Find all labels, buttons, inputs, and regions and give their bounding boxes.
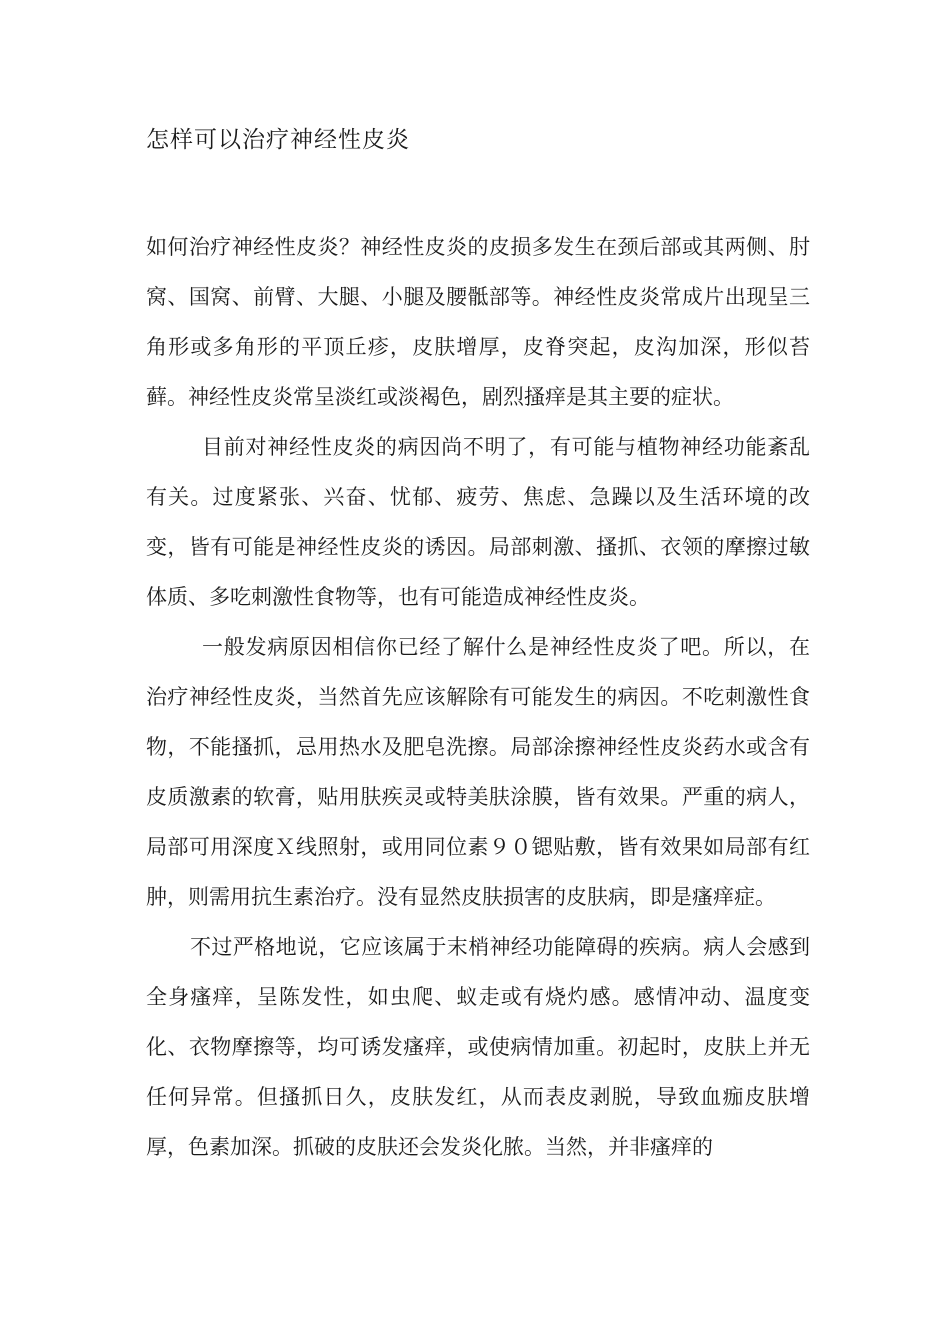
paragraph-3: 一般发病原因相信你已经了解什么是神经性皮炎了吧。所以，在治疗神经性皮炎，当然首先应该解除有可能发生的病因。不吃刺激性食物，不能搔抓，忌用热水及肥皂洗擦。局部涂擦神经性皮炎药水或含有皮质激素的软膏，贴用肤疾灵或特美肤涂膜，皆有效果。严重的病人，局部可用深度Ｘ线照射，或用同位素９０锶贴敷，皆有效果如局部有红肿，则需用抗生素治疗。没有显然皮肤损害的皮肤病，即是瘙痒症。 xyxy=(146,635,810,909)
document-title: 怎样可以治疗神经性皮炎 xyxy=(146,127,410,153)
document-body xyxy=(146,222,810,1172)
paragraph-1: 如何治疗神经性皮炎？神经性皮炎的皮损多发生在颈后部或其两侧、肘窝、国窝、前臂、大腿、小腿及腰骶部等。神经性皮炎常成片出现呈三角形或多角形的平顶丘疹，皮肤增厚，皮脊突起，皮沟加深，形似苔藓。神经性皮炎常呈淡红或淡褐色，剧烈搔痒是其主要的症状。 xyxy=(146,235,810,409)
paragraph-4: 不过严格地说，它应该属于末梢神经功能障碍的疾病。病人会感到全身瘙痒，呈陈发性，如虫爬、蚁走或有烧灼感。感情冲动、温度变化、衣物摩擦等，均可诱发瘙痒，或使病情加重。初起时，皮肤上并无任何异常。但搔抓日久，皮肤发红，从而表皮剥脱，导致血痂皮肤增厚，色素加深。抓破的皮肤还会发炎化脓。当然，并非瘙痒的 xyxy=(146,935,810,1159)
paragraph-2: 目前对神经性皮炎的病因尚不明了，有可能与植物神经功能紊乱有关。过度紧张、兴奋、忧郁、疲劳、焦虑、急躁以及生活环境的改变，皆有可能是神经性皮炎的诱因。局部刺激、搔抓、衣领的摩擦过敏体质、多吃刺激性食物等，也有可能造成神经性皮炎。 xyxy=(146,435,810,609)
